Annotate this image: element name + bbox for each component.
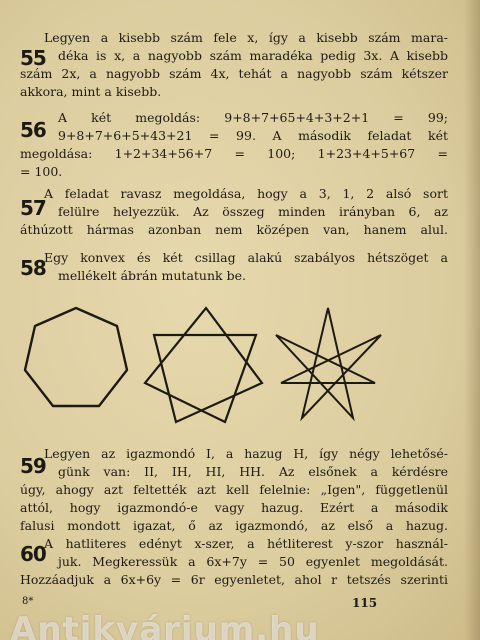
text-line: attól, hogy igazmondó-e vagy hazug. Ezért a második bbox=[20, 500, 448, 515]
text-line: megoldása: 1+2+34+56+7 = 100; 1+23+4+5+67 = bbox=[20, 146, 448, 161]
text-line: Legyen a kisebb szám fele x, így a kisebb szám mara- bbox=[44, 30, 448, 45]
text-line: = 100. bbox=[20, 164, 63, 179]
problem-number: 57 bbox=[20, 196, 46, 220]
text-line: falusi mondott igazat, ő az igazmondó, az első a hazug. bbox=[20, 518, 448, 533]
text-line: felülre helyezzük. Az összeg minden irányban 6, az bbox=[58, 204, 448, 219]
text-line: juk. Megkeressük a 6x+7y = 50 egyenlet megoldását. bbox=[58, 554, 448, 569]
problem-number: 56 bbox=[20, 118, 46, 142]
text-line: Egy konvex és két csillag alakú szabályos hétszöget a bbox=[44, 250, 448, 265]
text-line: akkora, mint a kisebb. bbox=[20, 84, 162, 99]
page-number: 115 bbox=[352, 596, 378, 610]
signature-mark: 8* bbox=[22, 596, 34, 607]
problem-number: 59 bbox=[20, 454, 46, 478]
text-line: szám 2x, a nagyobb szám 4x, tehát a nagyobb szám kétszer bbox=[20, 66, 448, 81]
text-line: Hozzáadjuk a 6x+6y = 6r egyenletet, ahol r tetszés szerinti bbox=[20, 572, 448, 587]
text-line: günk van: II, IH, HI, HH. Az elsőnek a kérdésre bbox=[58, 464, 448, 479]
text-line: déka is x, a nagyobb szám maradéka pedig 3x. A kisebb bbox=[58, 48, 448, 63]
problem-number: 58 bbox=[20, 256, 46, 280]
heptagon-figures bbox=[18, 300, 398, 426]
text-line: Legyen az igazmondó I, a hazug H, így négy lehetősé- bbox=[44, 446, 448, 461]
convex-heptagon bbox=[25, 308, 127, 406]
text-line: A hatliteres edényt x-szer, a hétliterest y-szor használ- bbox=[44, 536, 448, 551]
text-line: áthúzott hármas azonban nem középen van, hanem alul. bbox=[20, 222, 448, 237]
text-line: A két megoldás: 9+8+7+65+4+3+2+1 = 99; bbox=[58, 110, 448, 125]
problem-number: 60 bbox=[20, 542, 46, 566]
page-edge-shadow bbox=[464, 0, 480, 640]
text-line: 9+8+7+6+5+43+21 = 99. A második feladat két bbox=[58, 128, 448, 143]
problem-number: 55 bbox=[20, 46, 46, 70]
watermark: Antikvárium.hu bbox=[10, 610, 320, 640]
text-line: mellékelt ábrán mutatunk be. bbox=[58, 268, 246, 283]
text-line: A feladat ravasz megoldása, hogy a 3, 1, 2 alsó sort bbox=[44, 186, 448, 201]
text-line: úgy, ahogy azt feltették azt kell felelnie: „Igen", függetlenül bbox=[20, 482, 448, 497]
star-heptagon-7-3 bbox=[276, 308, 381, 418]
star-heptagon-7-2 bbox=[145, 308, 262, 422]
